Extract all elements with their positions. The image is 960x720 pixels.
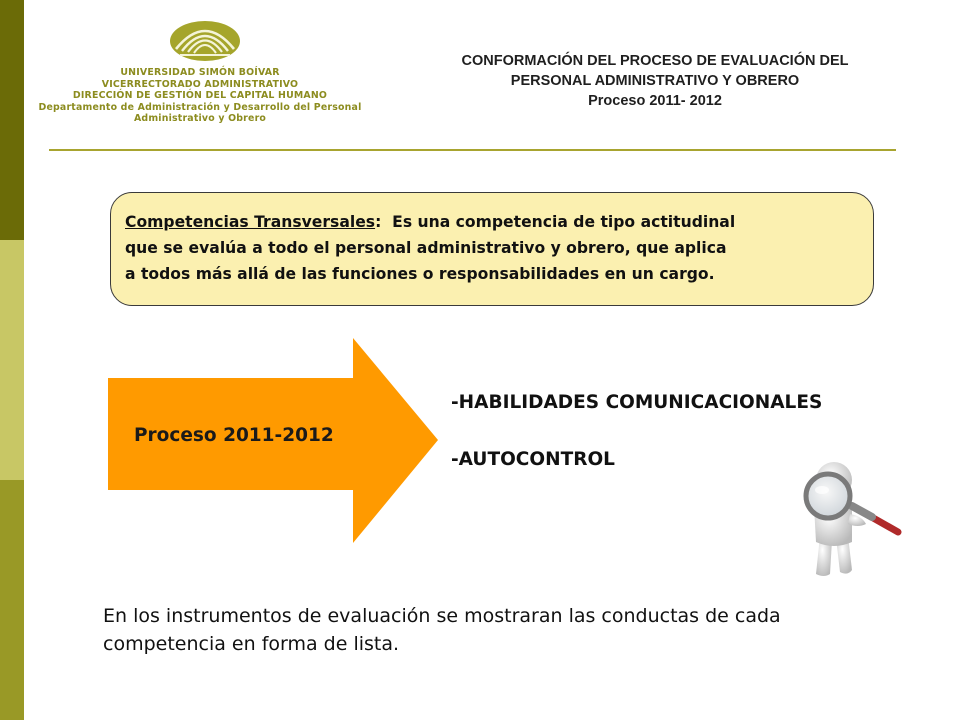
sidebar-band-bottom: [0, 480, 24, 720]
definition-callout: [110, 192, 874, 306]
title-line-1: CONFORMACIÓN DEL PROCESO DE EVALUACIÓN DEL: [461, 53, 849, 69]
sidebar-band-middle: [0, 240, 24, 480]
definition-term: Competencias Transversales: [125, 213, 376, 231]
definition-line-1: [125, 209, 865, 235]
definition-colon: :: [375, 213, 382, 231]
organization-block: [0, 67, 400, 125]
footer-line-2: competencia en forma de lista.: [103, 633, 400, 655]
arrow-label: Proceso 2011-2012: [134, 425, 334, 446]
competency-item: -HABILIDADES COMUNICACIONALES: [451, 392, 823, 413]
org-line-university: UNIVERSIDAD SIMÓN BOÍVAR: [120, 67, 280, 78]
org-line-departamento: Departamento de Administración y Desarrollo del Personal: [38, 101, 362, 113]
definition-text-1: Es una competencia de tipo actitudinal: [381, 213, 736, 231]
definition-line-3: a todos más allá de las funciones o responsabilidades en un cargo.: [125, 265, 715, 283]
competency-item: -AUTOCONTROL: [451, 449, 615, 470]
header-divider: [49, 149, 896, 151]
org-line-vicerrectorado: VICERRECTORADO ADMINISTRATIVO: [101, 78, 299, 90]
title-line-3: Proceso 2011- 2012: [588, 93, 722, 109]
title-line-2: PERSONAL ADMINISTRATIVO Y OBRERO: [510, 73, 800, 89]
footer-line-1: En los instrumentos de evaluación se mostraran las conductas de cada: [103, 605, 781, 627]
footer-note: [103, 602, 903, 658]
magnifier-person-icon: [790, 458, 905, 580]
org-line-direccion: DIRECCIÓN DE GESTIÓN DEL CAPITAL HUMANO: [72, 90, 328, 102]
definition-line-2: que se evalúa a todo el personal administrativo y obrero, que aplica: [125, 239, 727, 257]
definition-text: [125, 209, 865, 287]
slide-title: [370, 51, 940, 111]
org-line-area: Administrativo y Obrero: [133, 113, 267, 125]
university-seal-icon: [168, 19, 242, 63]
